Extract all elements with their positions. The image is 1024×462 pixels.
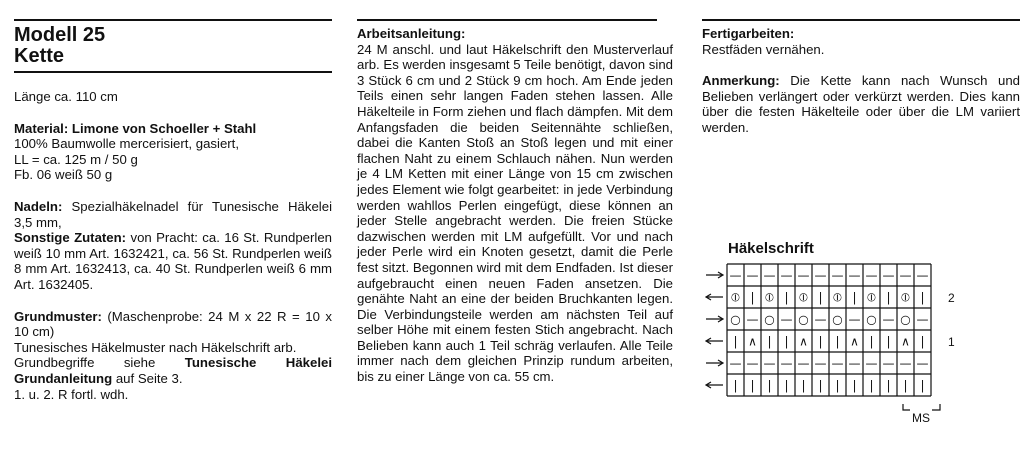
stitch-symbol: | (869, 334, 874, 349)
chart-arrows (706, 272, 723, 388)
arrow-left-icon (706, 382, 723, 388)
finishing-text: Restfäden vernähen. (702, 41, 825, 57)
stitch-symbol: | (750, 378, 755, 393)
extras-text: Sonstige Zutaten: von Pracht: ca. 16 St. Rundperlen weiß 10 mm Art. 1632421, ca. 56 St. Rundperlen weiß 8 mm Art. 1632413, ca. 40 St. Rundperlen weiß 6 mm Art. 1632405. (14, 230, 332, 292)
stitch-symbol: ○ (832, 312, 843, 327)
model-subtitle: Kette (14, 45, 65, 67)
stitch-symbol: — (746, 312, 759, 327)
finishing-heading: Fertigarbeiten: (702, 26, 795, 41)
top-rule (14, 19, 332, 21)
top-rule (357, 19, 657, 21)
column-instructions (357, 0, 673, 385)
stitch-symbol: ○ (798, 312, 809, 327)
stitch-symbol: — (814, 312, 827, 327)
stitch-symbol: ∧ (901, 334, 910, 349)
stitch-symbol: | (920, 378, 925, 393)
stitch-symbol: — (729, 268, 742, 283)
basics-text: Grundbegriffe siehe Tunesische Häkelei Grundanleitung auf Seite 3. (14, 355, 332, 386)
stitch-symbol: | (818, 378, 823, 393)
stitch-symbol: | (801, 378, 806, 393)
stitch-symbol: | (784, 378, 789, 393)
arrow-right-icon (706, 316, 723, 322)
stitch-symbol: | (920, 334, 925, 349)
crochet-chart (700, 258, 970, 428)
stitch-symbol: — (831, 356, 844, 371)
stitch-symbol: ⦶ (833, 290, 842, 305)
instructions-heading: Arbeitsanleitung: (357, 26, 466, 41)
model-title: Modell 25 (14, 24, 106, 46)
stitch-symbol: | (886, 334, 891, 349)
stitch-symbol: | (903, 378, 908, 393)
column-materials (14, 0, 332, 402)
material-line: Fb. 06 weiß 50 g (14, 167, 113, 183)
top-rule (702, 19, 1020, 21)
arrow-right-icon (706, 360, 723, 366)
stitch-symbol: ○ (900, 312, 911, 327)
stitch-symbol: | (733, 334, 738, 349)
stitch-symbol: — (865, 268, 878, 283)
length-text: Länge ca. 110 cm (14, 89, 118, 104)
stitch-symbol: ○ (764, 312, 775, 327)
needles-text: Nadeln: Spezialhäkelnadel für Tunesische Häkelei 3,5 mm, (14, 198, 332, 230)
stitch-symbol: | (835, 378, 840, 393)
stitch-symbol: ⦶ (901, 290, 910, 305)
stitch-symbol: — (814, 268, 827, 283)
stitch-symbol: | (818, 334, 823, 349)
ms-bracket (903, 404, 940, 410)
stitch-symbol: — (831, 268, 844, 283)
stitch-symbol: ∧ (799, 334, 808, 349)
column-finishing (702, 0, 1020, 136)
stitch-symbol: — (882, 312, 895, 327)
pattern-text: Grundmuster: (Maschenprobe: 24 M x 22 R = 10 x 10 cm) (14, 308, 332, 340)
arrow-right-icon (706, 272, 723, 278)
stitch-symbol: — (899, 356, 912, 371)
arrow-left-icon (706, 338, 723, 344)
stitch-symbol: | (869, 378, 874, 393)
stitch-symbol: — (780, 356, 793, 371)
stitch-symbol: ⦶ (799, 290, 808, 305)
material-line: 100% Baumwolle mercerisiert, gasiert, (14, 136, 240, 152)
stitch-symbol: | (767, 378, 772, 393)
stitch-symbol: | (852, 378, 857, 393)
stitch-symbol: ⦶ (867, 290, 876, 305)
ms-label: MS (912, 411, 930, 425)
material-line: LL = ca. 125 m / 50 g (14, 151, 138, 167)
stitch-symbol: — (848, 312, 861, 327)
stitch-symbol: ⦶ (765, 290, 774, 305)
stitch-symbol: — (763, 356, 776, 371)
stitch-symbol: — (780, 312, 793, 327)
stitch-symbol: — (882, 268, 895, 283)
stitch-symbol: ○ (866, 312, 877, 327)
rows-text: 1. u. 2. R fortl. wdh. (14, 386, 129, 402)
stitch-symbol: — (814, 356, 827, 371)
instructions-text: 24 M anschl. und laut Häkelschrift den Musterverlauf arb. Es werden insgesamt 5 Teile benötigt, davon sind 3 Stück 6 cm und 2 Stück 9 cm hoch. Am Ende jeden Teils einen sehr langen Faden stehen lassen. Alle Häkelteile in Form ziehen und flach dämpfen. Mit dem Anfangsfaden die beiden Seitennähte schließen, dabei die Kanten Stoß an Stoß legen und mit einer flachen Naht zu einem Schlauch nähen. Nun werden je 4 LM Ketten mit einer Länge von 15 cm zwischen jedes Element wie folgt gearbeitet: in jede Verbindung werden wahllos Perlen eingefügt, diese können an jeder Stelle angebracht werden. Die freien Stücke dazwischen werden mit LM aufgefüllt. Vor und nach jeder Perle wird ein Knoten gesetzt, damit die Perle fest sitzt. Begonnen wird mit dem Endfaden. Ist dieser aufgebraucht einen neuen Faden ansetzen. Die genähte Naht an eine der beiden Bruchkanten legen. Die Verbindungsteile werden am nächsten Teil auf selber Höhe mit einem festen Stich angebracht. Nach Belieben kann auch 1 Teil schräg verlaufen. Alle Teile immer nach dem gleichen Prinzip rundum arbeiten, bis zu einer Länge von ca. 55 cm. (357, 41, 673, 385)
stitch-symbol: — (746, 356, 759, 371)
stitch-symbol: — (899, 268, 912, 283)
stitch-symbol: — (916, 268, 929, 283)
row-label-2: 2 (948, 291, 955, 305)
stitch-symbol: | (818, 290, 823, 305)
stitch-symbol: — (797, 268, 810, 283)
stitch-symbol: | (784, 334, 789, 349)
stitch-symbol: | (733, 378, 738, 393)
stitch-symbol: ⦶ (731, 290, 740, 305)
stitch-symbol: — (882, 356, 895, 371)
stitch-symbol: — (746, 268, 759, 283)
stitch-symbol: | (852, 290, 857, 305)
stitch-symbol: — (848, 268, 861, 283)
stitch-symbol: | (886, 290, 891, 305)
stitch-symbol: — (916, 356, 929, 371)
stitch-symbol: ○ (730, 312, 741, 327)
stitch-symbol: — (763, 268, 776, 283)
stitch-symbol: | (784, 290, 789, 305)
stitch-symbol: — (848, 356, 861, 371)
stitch-symbol: | (886, 378, 891, 393)
stitch-symbol: ∧ (850, 334, 859, 349)
stitch-symbol: ∧ (748, 334, 757, 349)
chart-title: Häkelschrift (728, 240, 814, 257)
stitch-symbol: — (729, 356, 742, 371)
stitch-symbol: — (797, 356, 810, 371)
stitch-symbol: — (865, 356, 878, 371)
stitch-symbol: | (767, 334, 772, 349)
pattern-line: Tunesisches Häkelmuster nach Häkelschrift arb. (14, 339, 297, 355)
chart-grid (727, 264, 931, 396)
stitch-symbol: | (750, 290, 755, 305)
arrow-left-icon (706, 294, 723, 300)
stitch-symbol: | (835, 334, 840, 349)
note-text: Anmerkung: Die Kette kann nach Wunsch und Belieben verlängert oder verkürzt werden. Dies kann über die festen Häkelteile oder über die LM variiert werden. (702, 73, 1020, 135)
row-label-1: 1 (948, 335, 955, 349)
material-heading: Material: Limone von Schoeller + Stahl (14, 120, 257, 136)
stitch-symbol: — (916, 312, 929, 327)
title-rule (14, 71, 332, 73)
stitch-symbol: — (780, 268, 793, 283)
stitch-symbol: | (920, 290, 925, 305)
